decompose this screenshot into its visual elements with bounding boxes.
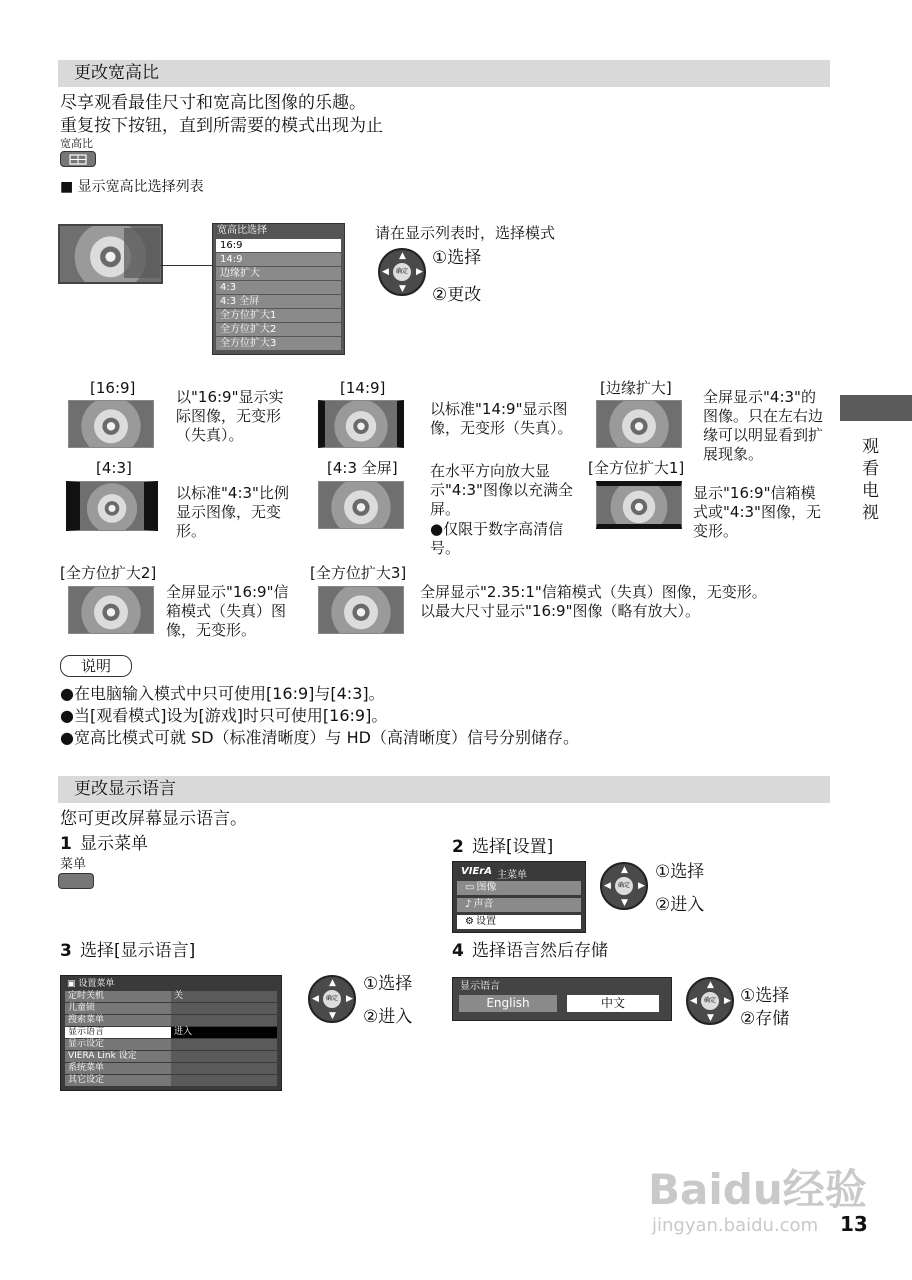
arrow-down-icon: ▼ — [621, 898, 628, 908]
aspect-option[interactable]: 4:3 全屏 — [216, 295, 341, 308]
step4-select: ①选择 — [740, 986, 790, 1006]
setup-row[interactable] — [65, 1015, 277, 1026]
mode-label: [全方位扩大2] — [60, 564, 157, 582]
mode-desc: 以标准"14:9"显示图像，无变形（失真）。 — [430, 400, 573, 437]
arrow-down-icon: ▼ — [707, 1013, 714, 1023]
setup-row-label: 儿童锁 — [68, 1003, 96, 1013]
arrow-right-icon: ▶ — [638, 881, 645, 891]
setup-row-label: VIERA Link 设定 — [68, 1051, 137, 1061]
mode-thumb — [68, 586, 154, 634]
mode-desc: 以"16:9"显示实际图像，无变形（失真）。 — [176, 388, 284, 444]
language-menu — [452, 977, 672, 1021]
step1-text: 显示菜单 — [80, 834, 148, 854]
arrow-down-icon: ▼ — [399, 284, 406, 294]
setup-row-value — [171, 1015, 277, 1026]
step-select: ①选择 — [432, 248, 482, 268]
arrow-up-icon: ▲ — [707, 980, 714, 990]
preview-overlay — [124, 228, 160, 278]
ok-button[interactable]: 确定 — [701, 992, 719, 1010]
mode-label: [全方位扩大3] — [310, 564, 407, 582]
mode-label: [4:3 全屏] — [327, 459, 398, 477]
step2-select: ①选择 — [655, 862, 705, 882]
setup-row-value — [171, 1063, 277, 1074]
arrow-left-icon: ◀ — [312, 994, 319, 1004]
dpad[interactable] — [686, 977, 734, 1025]
arrow-left-icon: ◀ — [382, 267, 389, 277]
setup-row-value: 进入 — [171, 1027, 277, 1038]
ok-button[interactable]: 确定 — [393, 263, 411, 281]
setup-row[interactable] — [65, 1027, 277, 1038]
main-menu-item-label: 设置 — [475, 916, 496, 927]
mode-thumb — [596, 400, 682, 448]
step-change: ②更改 — [432, 285, 482, 305]
setup-menu-title — [67, 978, 114, 990]
side-tab-char: 看 — [862, 459, 879, 479]
note-item: ●在电脑输入模式中只可使用[16:9]与[4:3]。 — [60, 684, 385, 703]
setup-row[interactable] — [65, 1039, 277, 1050]
mode-desc: 显示"16:9"信箱模式或"4:3"图像，无变形。 — [693, 484, 821, 540]
aspect-option[interactable]: 4:3 — [216, 281, 341, 294]
setup-row-label: 显示设定 — [68, 1039, 105, 1049]
ok-button[interactable]: 确定 — [323, 990, 341, 1008]
setup-row-label: 定时关机 — [68, 991, 105, 1001]
language-intro: 您可更改屏幕显示语言。 — [60, 809, 247, 829]
setup-menu — [60, 975, 282, 1091]
side-tab-char: 电 — [862, 481, 879, 501]
step2-enter: ②进入 — [655, 895, 705, 915]
aspect-option[interactable]: 16:9 — [216, 239, 341, 252]
mode-desc: 全屏显示"16:9"信箱模式（失真）图像，无变形。 — [166, 583, 289, 639]
mode-thumb — [318, 586, 404, 634]
step2-num: 2 — [452, 837, 464, 857]
aspect-menu-title: 宽高比选择 — [217, 225, 267, 236]
connector-line — [160, 265, 212, 266]
language-option-english[interactable]: English — [459, 995, 557, 1012]
dpad[interactable] — [308, 975, 356, 1023]
setup-icon: ▣ — [67, 979, 79, 989]
section-title-aspect: 更改宽高比 — [58, 60, 830, 87]
mode-label: [全方位扩大1] — [588, 459, 685, 477]
step2-text: 选择[设置] — [472, 837, 554, 857]
setup-row[interactable] — [65, 1063, 277, 1074]
step3-text: 选择[显示语言] — [80, 941, 196, 961]
mode-thumb — [66, 481, 158, 531]
setup-row[interactable] — [65, 991, 277, 1002]
setup-row-value — [171, 1051, 277, 1062]
notes-heading: 说明 — [60, 655, 132, 677]
arrow-up-icon: ▲ — [621, 865, 628, 875]
setup-row-label: 其它设定 — [68, 1075, 105, 1085]
main-menu-item-label: 图像 — [476, 882, 497, 893]
setup-row-value — [171, 1075, 277, 1086]
side-tab-char: 视 — [862, 503, 879, 523]
mode-thumb — [318, 481, 404, 529]
dpad[interactable] — [378, 248, 426, 296]
mode-label: [14:9] — [340, 379, 386, 397]
note-item: ●宽高比模式可就 SD（标准清晰度）与 HD（高清晰度）信号分别储存。 — [60, 728, 579, 747]
step3-enter: ②进入 — [363, 1007, 413, 1027]
aspect-option[interactable]: 14:9 — [216, 253, 341, 266]
arrow-down-icon: ▼ — [329, 1011, 336, 1021]
side-tab — [840, 395, 912, 421]
main-menu-item[interactable] — [457, 898, 581, 912]
step3-select: ①选择 — [363, 974, 413, 994]
main-menu-brand: VIErA — [461, 866, 492, 877]
step4-num: 4 — [452, 941, 464, 961]
setup-row[interactable] — [65, 1051, 277, 1062]
side-tab-char: 观 — [862, 437, 879, 457]
setup-row[interactable] — [65, 1003, 277, 1014]
mode-note: ●仅限于数字高清信号。 — [430, 520, 564, 557]
watermark-url: jingyan.baidu.com — [652, 1215, 819, 1236]
setup-row-label: 系统菜单 — [68, 1063, 105, 1073]
mode-label: [16:9] — [90, 379, 136, 397]
arrow-left-icon: ◀ — [604, 881, 611, 891]
ok-button[interactable]: 确定 — [615, 877, 633, 895]
arrow-right-icon: ▶ — [724, 996, 731, 1006]
mode-label: [4:3] — [96, 459, 132, 477]
aspect-icon — [61, 152, 95, 166]
mode-desc: 在水平方向放大显示"4:3"图像以充满全屏。 — [430, 462, 573, 518]
step4-text: 选择语言然后存储 — [472, 941, 608, 961]
setup-menu-title-text: 设置菜单 — [78, 979, 115, 989]
dpad[interactable] — [600, 862, 648, 910]
list-heading: ■ 显示宽高比选择列表 — [60, 179, 204, 195]
aspect-option[interactable]: 全方位扩大1 — [216, 309, 341, 322]
setup-row-value: 关 — [171, 991, 277, 1002]
step4-store: ②存储 — [740, 1009, 790, 1029]
aspect-select-menu — [212, 223, 345, 355]
mode-thumb — [596, 481, 682, 529]
setup-row-value — [171, 1039, 277, 1050]
main-menu-title: 主菜单 — [497, 870, 527, 881]
aspect-option[interactable]: 全方位扩大2 — [216, 323, 341, 336]
menu-button-label: 菜单 — [60, 857, 87, 872]
setup-row-value — [171, 1003, 277, 1014]
mode-desc: 全屏显示"4:3"的图像。只在左右边缘可以明显看到扩展现象。 — [703, 388, 824, 463]
arrow-left-icon: ◀ — [690, 996, 697, 1006]
menu-button[interactable] — [58, 873, 94, 889]
setup-row-label: 搜索菜单 — [68, 1015, 105, 1025]
arrow-up-icon: ▲ — [399, 251, 406, 261]
aspect-button-label: 宽高比 — [60, 137, 93, 150]
aspect-button[interactable] — [60, 151, 96, 167]
main-menu — [452, 861, 586, 933]
step3-num: 3 — [60, 941, 72, 961]
language-menu-title: 显示语言 — [460, 981, 500, 992]
aspect-option[interactable]: 边缘扩大 — [216, 267, 341, 280]
mode-label: [边缘扩大] — [600, 379, 672, 397]
main-menu-item[interactable] — [457, 915, 581, 929]
main-menu-item-label: 声音 — [473, 899, 494, 910]
select-hint: 请在显示列表时，选择模式 — [375, 224, 556, 242]
arrow-up-icon: ▲ — [329, 978, 336, 988]
mode-thumb — [318, 400, 404, 448]
step1-num: 1 — [60, 834, 72, 854]
note-item: ●当[观看模式]设为[游戏]时只可使用[16:9]。 — [60, 706, 388, 725]
sound-icon: ♪ — [465, 899, 472, 910]
mode-desc: 以标准"4:3"比例显示图像，无变形。 — [176, 484, 289, 540]
arrow-right-icon: ▶ — [416, 267, 423, 277]
language-option-chinese[interactable]: 中文 — [567, 995, 659, 1012]
picture-icon: ▭ — [465, 882, 475, 893]
setup-row[interactable] — [65, 1075, 277, 1086]
watermark-logo: Baidu经验 — [648, 1165, 867, 1214]
main-menu-item[interactable] — [457, 881, 581, 895]
aspect-option[interactable]: 全方位扩大3 — [216, 337, 341, 350]
mode-desc: 全屏显示"2.35:1"信箱模式（失真）图像，无变形。以最大尺寸显示"16:9"图像（略有放大）。 — [420, 583, 767, 620]
mode-thumb — [68, 400, 154, 448]
gear-icon: ⚙ — [465, 916, 474, 927]
setup-row-label: 显示语言 — [68, 1027, 105, 1037]
page-number: 13 — [840, 1212, 868, 1236]
intro-line-1: 尽享观看最佳尺寸和宽高比图像的乐趣。 — [60, 93, 366, 113]
section-title-language: 更改显示语言 — [58, 776, 830, 803]
arrow-right-icon: ▶ — [346, 994, 353, 1004]
intro-line-2: 重复按下按钮，直到所需要的模式出现为止 — [60, 116, 383, 136]
